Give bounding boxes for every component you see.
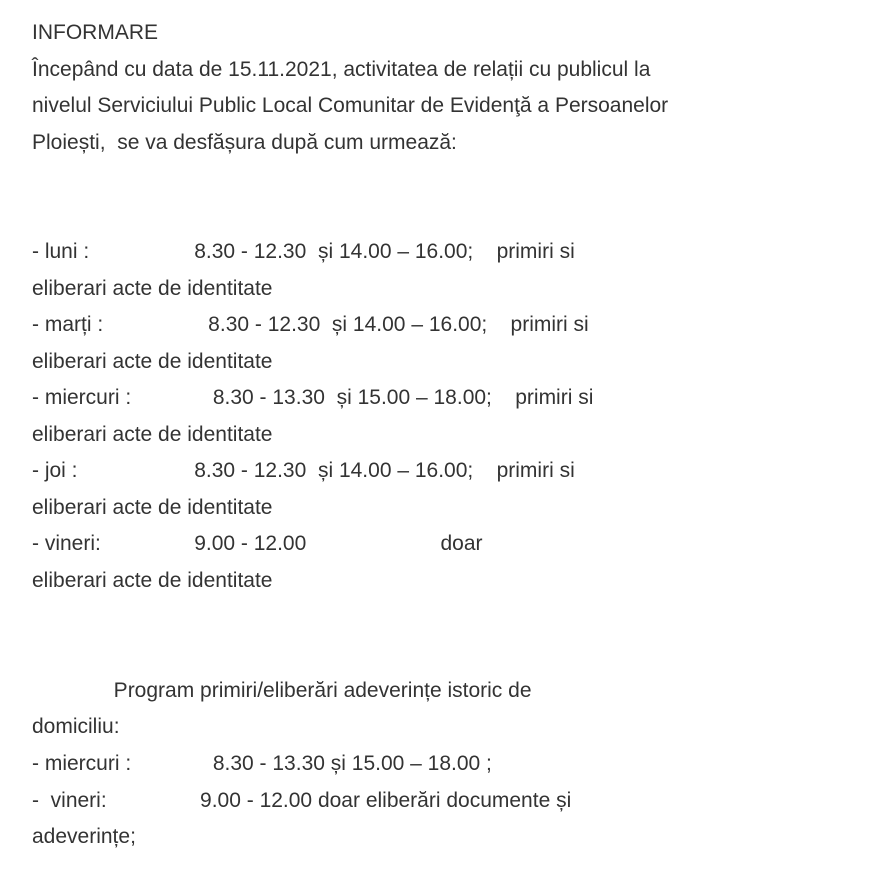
schedule-day-line: - joi : 8.30 - 12.30 și 14.00 – 16.00; primiri si xyxy=(32,459,575,482)
schedule-desc-line: eliberari acte de identitate xyxy=(32,496,273,519)
schedule-day-line: - marți : 8.30 - 12.30 și 14.00 – 16.00; primiri si xyxy=(32,313,589,336)
schedule-day-line: - miercuri : 8.30 - 13.30 și 15.00 – 18.00; primiri si xyxy=(32,386,594,409)
intro-line: nivelul Serviciului Public Local Comunitar de Evidenţă a Persoanelor xyxy=(32,94,669,117)
schedule-day-line: - vineri: 9.00 - 12.00 doar xyxy=(32,532,483,555)
program-title-cont: domiciliu: xyxy=(32,715,120,738)
heading: INFORMARE xyxy=(32,21,158,44)
intro-line: Începând cu data de 15.11.2021, activitatea de relații cu publicul la xyxy=(32,58,651,81)
program-title: Program primiri/eliberări adeverințe istoric de xyxy=(32,679,532,702)
schedule-desc-line: eliberari acte de identitate xyxy=(32,423,273,446)
schedule-desc-line: eliberari acte de identitate xyxy=(32,569,273,592)
schedule-desc-line: eliberari acte de identitate xyxy=(32,277,273,300)
schedule-desc-line: eliberari acte de identitate xyxy=(32,350,273,373)
schedule-day-line: - luni : 8.30 - 12.30 și 14.00 – 16.00; primiri si xyxy=(32,240,575,263)
program-line: adeverințe; xyxy=(32,825,136,848)
program-line: - vineri: 9.00 - 12.00 doar eliberări documente și xyxy=(32,789,572,812)
program-line: - miercuri : 8.30 - 13.30 și 15.00 – 18.00 ; xyxy=(32,752,492,775)
intro-line: Ploiești, se va desfășura după cum urmează: xyxy=(32,131,457,154)
